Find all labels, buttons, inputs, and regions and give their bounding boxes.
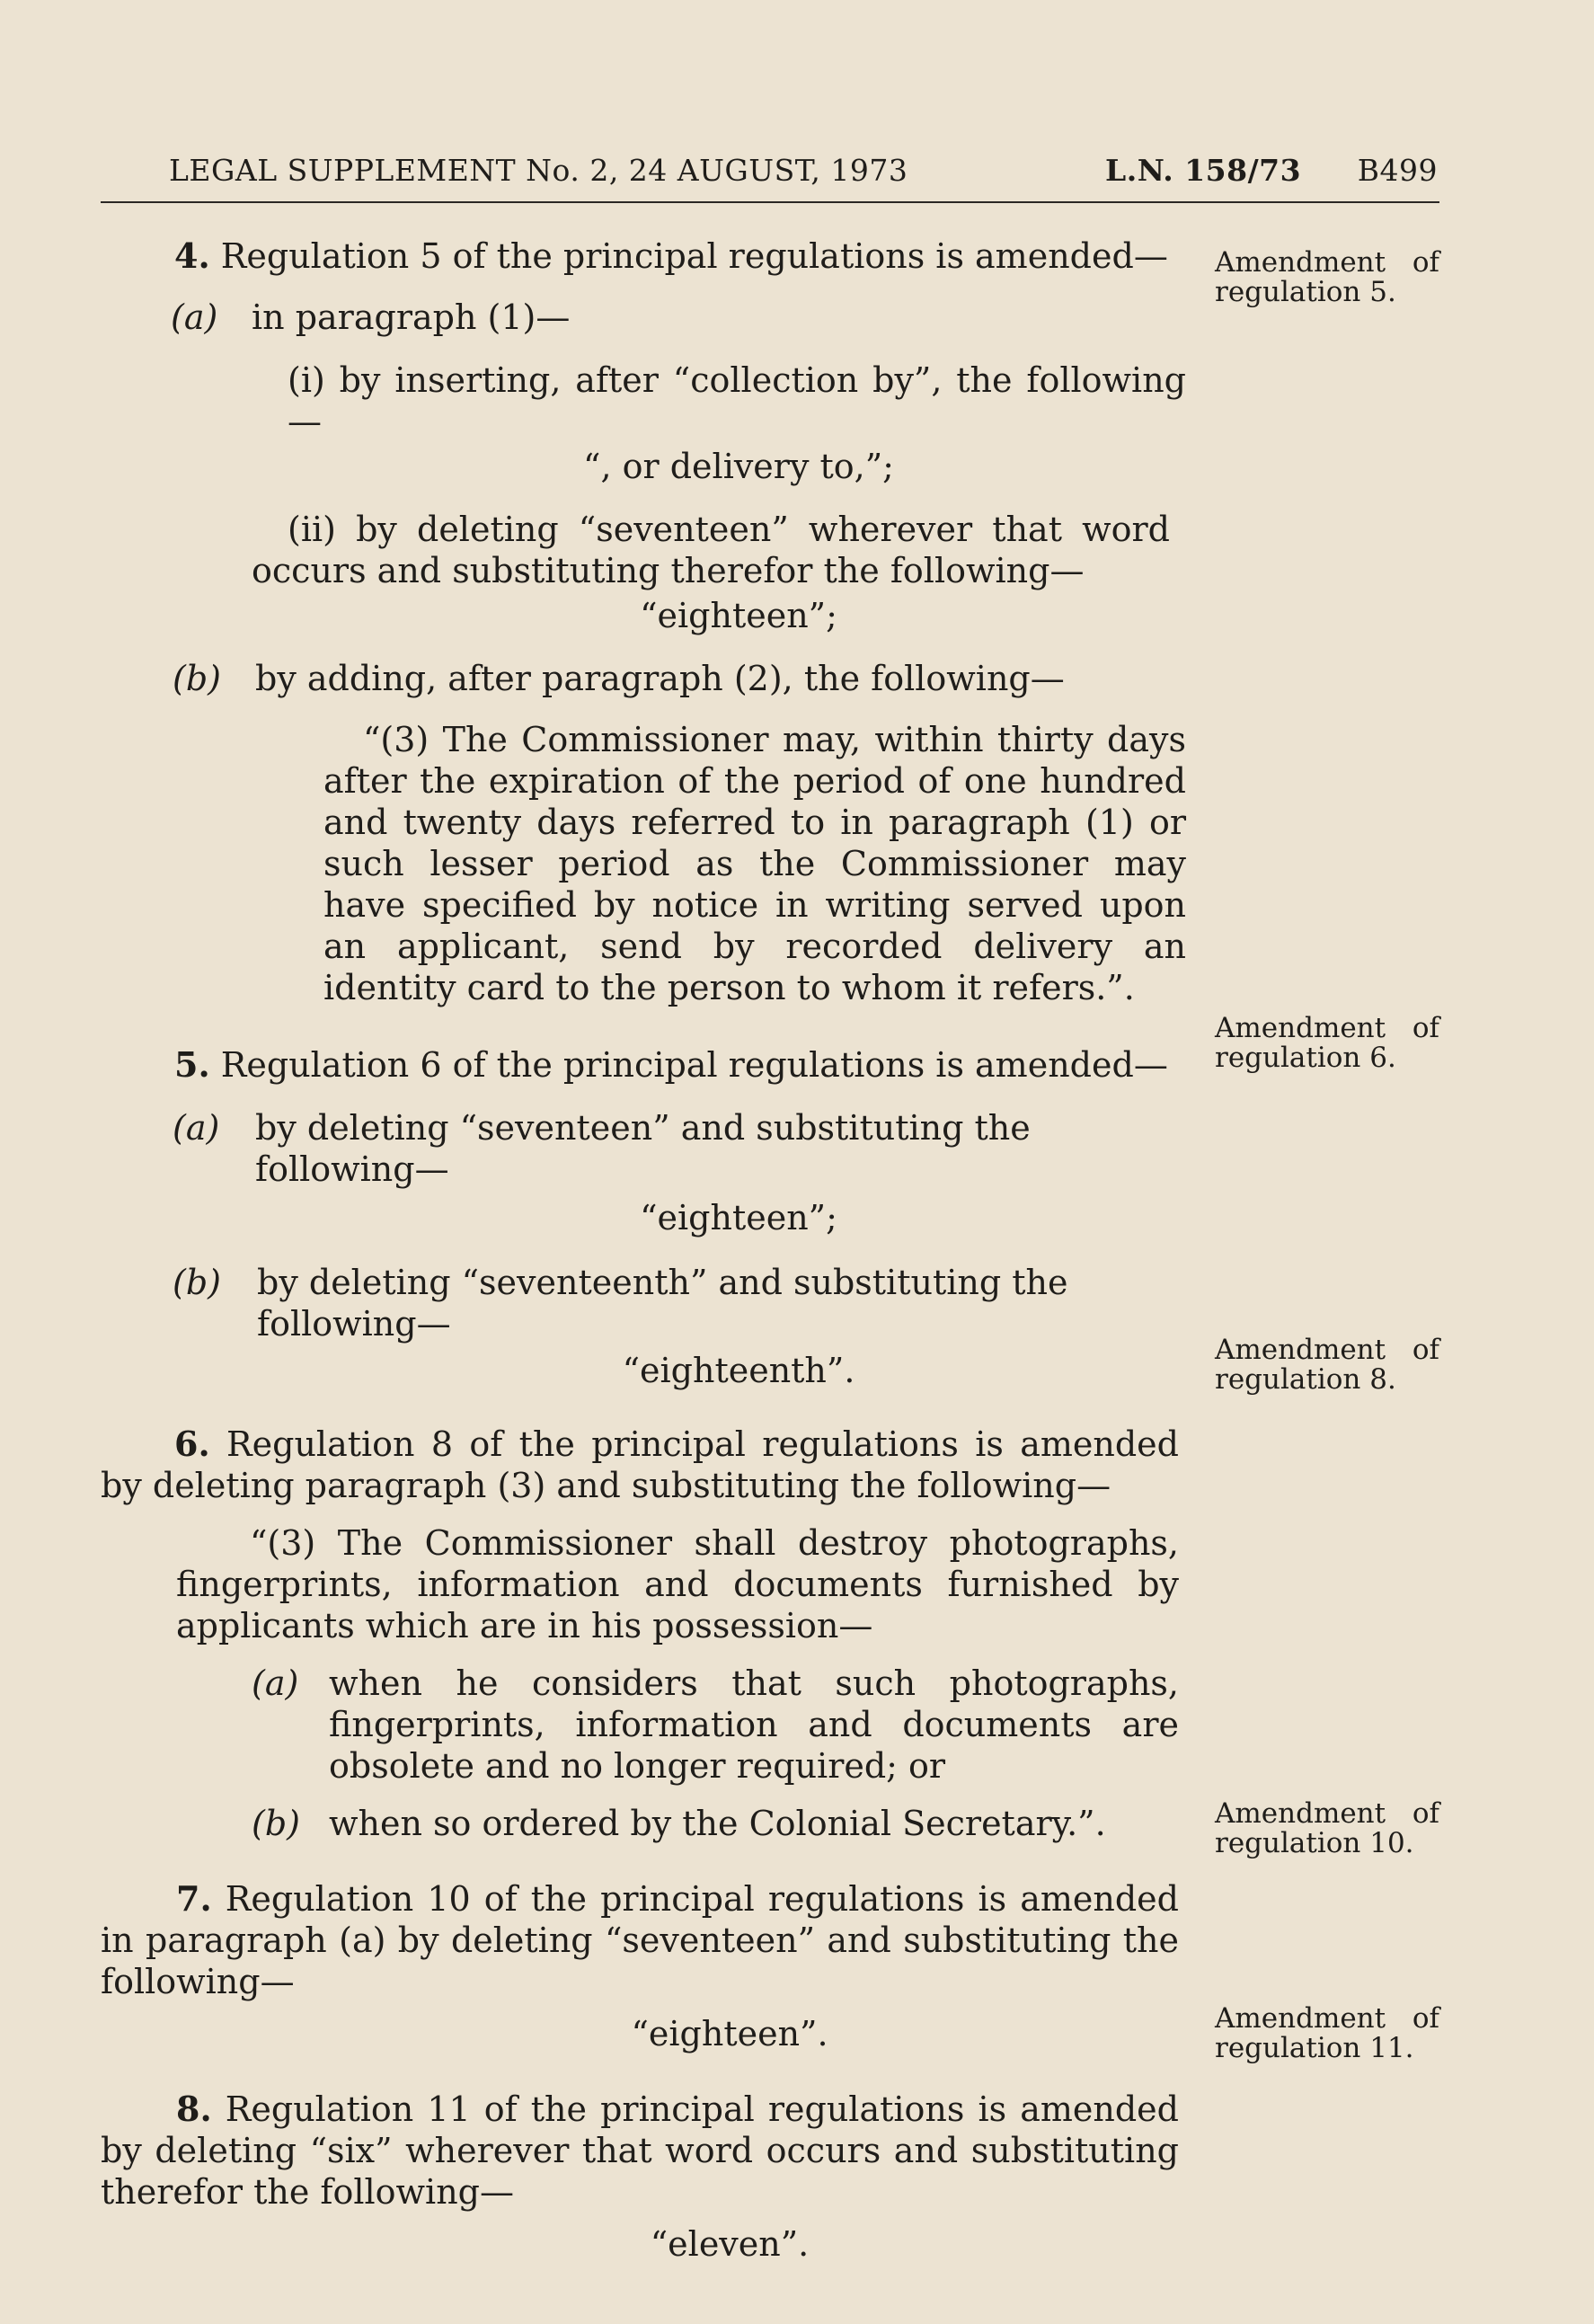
subclause-i: (i) by inserting, after “collection by”, the following— xyxy=(288,360,1186,441)
clause-label: (a) xyxy=(173,1108,220,1148)
clause-text: in paragraph (1)— xyxy=(252,297,571,337)
section-number: 6. xyxy=(174,1424,210,1464)
clause-label: (a) xyxy=(171,297,218,337)
clause-a xyxy=(101,1663,1179,1787)
clause-text: when he considers that such photographs, fingerprints, information and documents are obsolete and no longer required; or xyxy=(329,1663,1179,1786)
section-6 xyxy=(101,1424,1179,1844)
inserted-paragraph: “(3) The Commissioner may, within thirty days after the expiration of the period of one hundred and twenty days referred to in paragraph (1) or such lesser period as the Commissioner may have specified by notice in writing served upon an applicant, send by recorded delivery an identity card to the person to whom it refers.”. xyxy=(323,720,1186,1007)
document-body xyxy=(101,235,1186,2265)
clause-b xyxy=(101,1803,1179,1844)
subclause-ii: (ii) by deleting “seventeen” wherever that word occurs and substituting therefor the following— xyxy=(252,510,1170,590)
section-number: 7. xyxy=(176,1878,212,1919)
clause-label: (a) xyxy=(252,1663,299,1703)
section-intro: Regulation 6 of the principal regulations is amended— xyxy=(220,1045,1168,1085)
page-number: B499 xyxy=(1357,153,1438,188)
section-intro: Regulation 8 of the principal regulations is amended by deleting paragraph (3) and substituting the following— xyxy=(101,1424,1179,1505)
margin-note-section-4: Amendment of regulation 5. xyxy=(1215,246,1439,308)
supplement-title: LEGAL SUPPLEMENT No. 2, 24 AUGUST, 1973 xyxy=(169,153,908,188)
section-7 xyxy=(101,1878,1179,2054)
clause-a xyxy=(101,1107,1179,1190)
quoted-text: “eighteen”. xyxy=(631,2014,828,2053)
clause-label: (b) xyxy=(173,1263,221,1302)
quoted-text: “, or delivery to,”; xyxy=(583,447,894,486)
margin-note-section-7: Amendment of regulation 10. xyxy=(1215,1797,1439,1859)
section-number: 5. xyxy=(174,1044,210,1085)
clause-text: by adding, after paragraph (2), the following— xyxy=(255,659,1065,698)
clause-label: (b) xyxy=(252,1804,300,1843)
clause-text: by deleting “seventeen” and substituting the following— xyxy=(255,1108,1031,1189)
substituted-paragraph: “(3) The Commissioner shall destroy photographs, fingerprints, information and documents furnished by applicants which are in his possession— xyxy=(176,1523,1179,1645)
clause-b xyxy=(101,1262,1179,1344)
page-header xyxy=(101,147,1438,192)
quoted-text: “eighteenth”. xyxy=(622,1351,855,1390)
clause-a xyxy=(101,297,1179,338)
clause-label: (b) xyxy=(173,659,221,698)
legal-notice-number: L.N. 158/73 xyxy=(1105,153,1302,188)
quoted-text: “eleven”. xyxy=(650,2224,810,2264)
section-intro: Regulation 10 of the principal regulations is amended in paragraph (a) by deleting “seventeen” and substituting the following— xyxy=(101,1879,1179,2001)
section-intro: Regulation 5 of the principal regulations is amended— xyxy=(220,236,1168,276)
section-number: 4. xyxy=(174,235,210,276)
margin-note-section-8: Amendment of regulation 11. xyxy=(1215,2002,1439,2064)
section-intro: Regulation 11 of the principal regulations is amended by deleting “six” wherever that word occurs and substituting therefor the following— xyxy=(101,2089,1179,2212)
section-4 xyxy=(101,235,1186,1008)
clause-text: when so ordered by the Colonial Secretary.”. xyxy=(329,1804,1106,1843)
header-rule xyxy=(101,201,1439,203)
margin-note-section-6: Amendment of regulation 8. xyxy=(1215,1334,1439,1396)
clause-b xyxy=(101,658,1179,699)
quoted-text: “eighteen”; xyxy=(640,596,837,635)
margin-note-section-5: Amendment of regulation 6. xyxy=(1215,1012,1439,1074)
section-number: 8. xyxy=(176,2089,212,2129)
quoted-text: “eighteen”; xyxy=(640,1198,837,1237)
clause-text: by deleting “seventeenth” and substituting the following— xyxy=(257,1263,1068,1344)
section-5 xyxy=(101,1044,1179,1391)
section-8 xyxy=(101,2089,1179,2265)
